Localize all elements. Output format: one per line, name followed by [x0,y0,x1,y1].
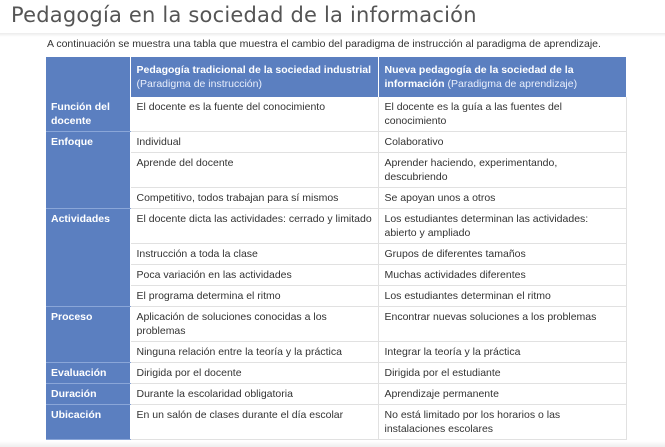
cell-new: Aprender haciendo, experimentando, descubriendo [378,153,626,188]
cell-new: Dirigida por el estudiante [378,363,626,384]
header-new-title: Nueva pedagogía de la sociedad de la información [384,64,574,90]
table-row [46,384,626,405]
table-row [46,342,626,363]
cell-new: El docente es la guía a las fuentes del conocimiento [378,97,626,132]
page-title: Pedagogía en la sociedad de la información [11,3,477,27]
header-traditional [130,57,378,97]
table-header-row [46,57,626,97]
cell-new: Integrar la teoría y la práctica [378,342,626,363]
header-new [378,57,626,97]
category-ubicacion: Ubicación [46,405,130,440]
cell-traditional: En un salón de clases durante el día escolar [130,405,378,440]
table-row [46,153,626,188]
table-row [46,307,626,342]
cell-traditional: Instrucción a toda la clase [130,244,378,265]
table-row [46,209,626,244]
cell-new: Aprendizaje permanente [378,384,626,405]
category-evaluacion: Evaluación [46,363,130,384]
cell-traditional: Dirigida por el docente [130,363,378,384]
table-row [46,97,626,132]
table-row [46,265,626,286]
header-traditional-title: Pedagogía tradicional de la sociedad industrial [136,64,372,76]
cell-new: Colaborativo [378,132,626,153]
bottom-edge [0,441,665,447]
header-traditional-sub: (Paradigma de instrucción) [136,78,262,90]
cell-new: Muchas actividades diferentes [378,265,626,286]
paradigm-table [46,57,627,440]
table-row [46,405,626,440]
table-row [46,188,626,209]
cell-traditional: El programa determina el ritmo [130,286,378,307]
header-corner [46,57,130,97]
cell-traditional: Poca variación en las actividades [130,265,378,286]
cell-new: No está limitado por los horarios o las instalaciones escolares [378,405,626,440]
table-row [46,244,626,265]
title-divider [0,33,665,37]
cell-traditional: El docente es la fuente del conocimiento [130,97,378,132]
cell-traditional: Competitivo, todos trabajan para sí mismos [130,188,378,209]
cell-new: Encontrar nuevas soluciones a los problemas [378,307,626,342]
cell-traditional: Aplicación de soluciones conocidas a los problemas [130,307,378,342]
category-actividades: Actividades [46,209,130,307]
cell-traditional: Durante la escolaridad obligatoria [130,384,378,405]
header-new-sub: (Paradigma de aprendizaje) [447,78,578,90]
cell-traditional: Ninguna relación entre la teoría y la práctica [130,342,378,363]
category-funcion: Función del docente [46,97,130,132]
intro-text: A continuación se muestra una tabla que muestra el cambio del paradigma de instrucción al paradigma de aprendizaje. [47,38,601,50]
cell-traditional: Aprende del docente [130,153,378,188]
table-row [46,286,626,307]
table-row [46,363,626,384]
cell-new: Se apoyan unos a otros [378,188,626,209]
cell-new: Los estudiantes determinan las actividades: abierto y ampliado [378,209,626,244]
category-proceso: Proceso [46,307,130,363]
table-row [46,132,626,153]
cell-new: Los estudiantes determinan el ritmo [378,286,626,307]
cell-traditional: El docente dicta las actividades: cerrado y limitado [130,209,378,244]
cell-new: Grupos de diferentes tamaños [378,244,626,265]
cell-traditional: Individual [130,132,378,153]
category-duracion: Duración [46,384,130,405]
category-enfoque: Enfoque [46,132,130,209]
